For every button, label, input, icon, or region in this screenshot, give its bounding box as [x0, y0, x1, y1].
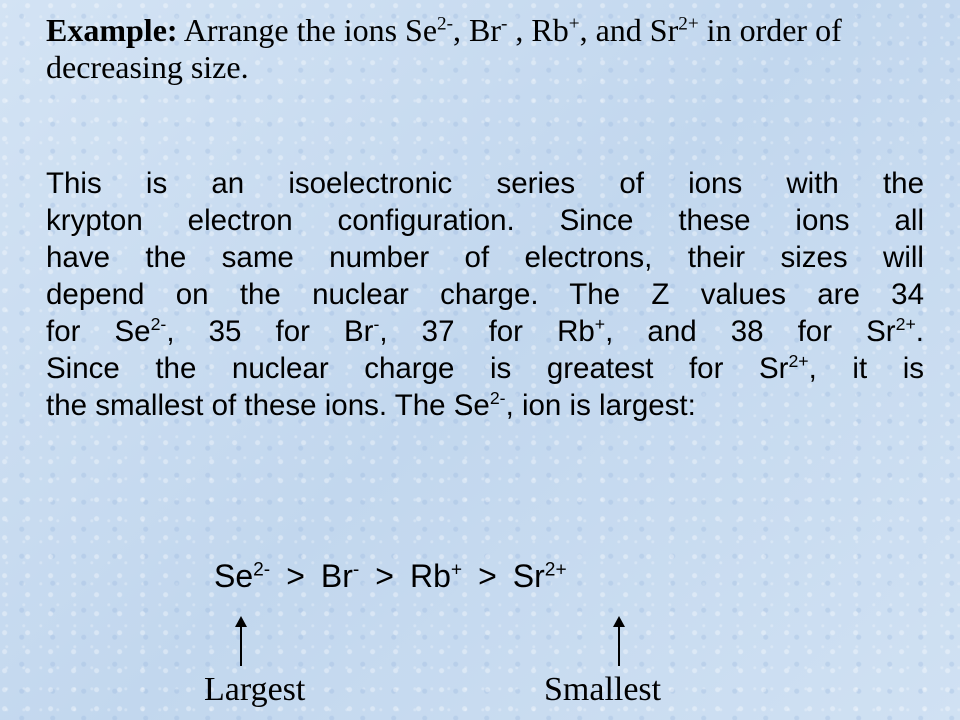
up-arrow-icon — [613, 616, 625, 666]
ion-symbol: Rb — [409, 558, 451, 594]
superscript: 2- — [489, 388, 506, 409]
superscript: 2+ — [788, 351, 809, 372]
example-lead: Example: — [46, 12, 178, 48]
superscript: 2- — [253, 559, 271, 581]
body-text: , it is — [808, 352, 924, 385]
body-line: krypton electron configuration. Since these ions all — [46, 204, 924, 237]
greater-than-sign: > — [478, 558, 497, 594]
body-text: the smallest of these ions. The Se — [46, 389, 490, 422]
body-line — [46, 313, 924, 350]
superscript: + — [594, 314, 606, 335]
body-text: , 37 for Rb — [379, 315, 595, 348]
superscript: 2+ — [895, 314, 916, 335]
superscript: 2- — [437, 13, 454, 35]
superscript: 2- — [150, 314, 167, 335]
body-line — [46, 350, 924, 387]
smallest-label: Smallest — [544, 671, 662, 708]
explanation-paragraph — [46, 165, 924, 424]
body-text: , and 38 for Sr — [605, 315, 896, 348]
superscript: + — [568, 13, 580, 35]
superscript: - — [373, 314, 380, 335]
ion-symbol: Br — [320, 558, 353, 594]
body-line: depend on the nuclear charge. The Z values are 34 — [46, 278, 924, 311]
superscript: - — [352, 559, 360, 581]
body-line: This is an isoelectronic series of ions with the — [46, 167, 924, 200]
ion-symbol: Sr — [512, 558, 545, 594]
example-text: Arrange the ions Se — [177, 12, 438, 48]
body-text: , ion is largest: — [505, 389, 696, 422]
up-arrow-icon — [235, 616, 247, 666]
example-text: in order of decreasing size. — [46, 12, 842, 85]
superscript: - — [501, 13, 508, 35]
example-paragraph — [46, 12, 924, 86]
greater-than-sign: > — [286, 558, 305, 594]
largest-label: Largest — [204, 671, 306, 708]
body-text: , 35 for Br — [166, 315, 374, 348]
body-line: have the same number of electrons, their sizes will — [46, 241, 924, 274]
ion-sr — [513, 558, 567, 594]
superscript: + — [450, 559, 463, 581]
body-text: . — [915, 315, 924, 348]
ion-symbol: Se — [214, 558, 254, 594]
example-text: , Br — [453, 12, 502, 48]
ion-br — [321, 558, 359, 594]
ion-rb — [410, 558, 462, 594]
body-text: for Se — [46, 315, 151, 348]
superscript: 2+ — [544, 559, 567, 581]
body-line — [46, 387, 924, 424]
size-order-expression — [214, 558, 567, 595]
body-text: Since the nuclear charge is greatest for Sr — [46, 352, 789, 385]
example-text: , Rb — [507, 12, 569, 48]
superscript: 2+ — [678, 13, 699, 35]
greater-than-sign: > — [375, 558, 394, 594]
ion-se — [214, 558, 270, 594]
example-text: , and Sr — [579, 12, 679, 48]
